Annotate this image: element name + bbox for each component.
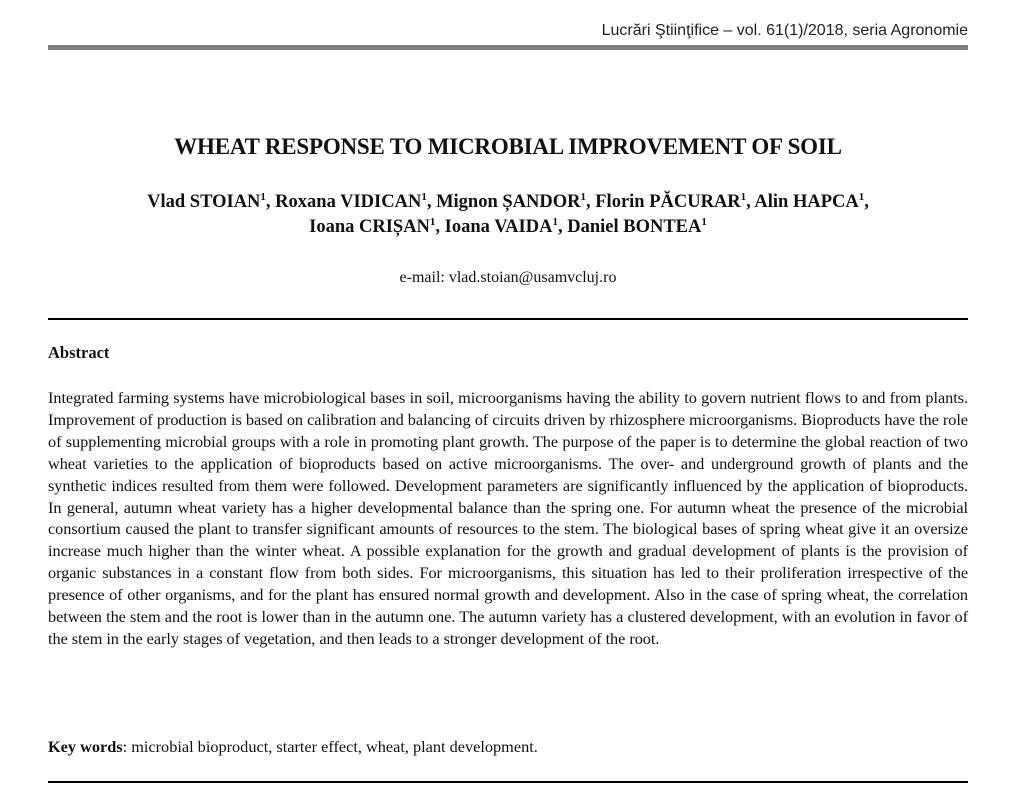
author: Roxana VIDICAN$^1$ [275,191,427,212]
header-divider [48,45,968,50]
author: Ioana CRIȘAN$^1$ [309,216,436,237]
contact-email[interactable]: e-mail: vlad.stoian@usamvcluj.ro [399,269,617,286]
abstract-text: Integrated farming systems have microbiological bases in soil, microorganisms having the ability to govern nutrient flows to and from plants. Improvement of production is based on calibration and balancing of circuits driven by rhizosphere microorganisms. Bioproducts have the role of supplementing microbial groups with a role in promoting plant growth. The purpose of the paper is to determine the global reaction of two wheat varieties to the application of bioproducts based on active microorganisms. The over- and underground growth of plants and the synthetic indices resulted from them were followed. Development parameters are significantly influenced by the application of bioproducts. In general, autumn wheat variety has a higher developmental balance than the spring one. For autumn wheat the presence of the microbial consortium caused the plant to transfer significant amounts of resources to the stem. The biological bases of spring wheat give it an oversize increase much higher than the winter wheat. A possible explanation for the growth and gradual development of plants is the provision of organic substances in a constant flow from both sides. For microorganisms, this situation has led to their proliferation irrespective of the presence of other organisms, and for the plant has ensured normal growth and development. Also in the case of spring wheat, the correlation between the stem and the root is lower than in the autumn one. The autumn variety has a clustered development, with an evolution in favor of the stem in the early stages of vegetation, and then leads to a stronger development of the root. [48,388,968,648]
running-head: Lucrări Ştiinţifice – vol. 61(1)/2018, seria Agronomie [601,22,968,39]
keywords [48,737,968,757]
keywords-label: Key words [48,737,123,756]
author: Vlad STOIAN$^1$ [147,191,266,212]
author: Daniel BONTEA$^1$ [567,216,707,237]
abstract-heading: Abstract [48,343,110,362]
keywords-list: : microbial bioproduct, starter effect, wheat, plant development. [122,737,538,756]
author: Ioana VAIDA$^1$ [444,216,558,237]
paper-title: WHEAT RESPONSE TO MICROBIAL IMPROVEMENT OF SOIL [174,134,842,159]
author: Alin HAPCA$^1$ [754,191,865,212]
author-list: Vlad STOIAN$^1$, Roxana VIDICAN$^1$, Mignon ȘANDOR$^1$, Florin PĂCURAR$^1$, Alin HAPCA$^1$, Ioana CRIȘAN$^1$, Ioana VAIDA$^1$, Daniel BONTEA$^1$ [147,191,869,237]
section-divider-top [48,318,968,320]
author: Florin PĂCURAR$^1$ [595,191,747,212]
section-divider-bottom [48,781,968,783]
author: Mignon ȘANDOR$^1$ [436,191,586,212]
